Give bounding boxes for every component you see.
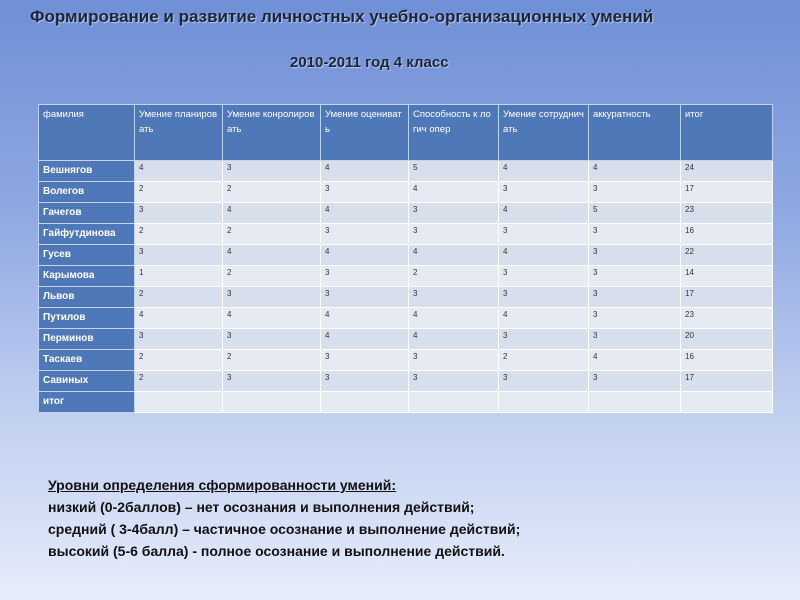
score-cell: 3 [409,224,499,245]
score-cell: 2 [499,350,589,371]
score-cell: 4 [409,329,499,350]
score-cell: 4 [499,203,589,224]
score-cell: 4 [321,308,409,329]
slide-subtitle: 2010-2011 год 4 класс [290,54,449,71]
score-cell: 4 [321,161,409,182]
total-cell: 23 [681,308,773,329]
score-cell: 3 [223,329,321,350]
score-cell: 3 [589,182,681,203]
column-header: Способность к логич опер [409,105,499,161]
score-cell: 3 [409,350,499,371]
score-cell: 3 [499,329,589,350]
table-header-row [39,105,773,161]
score-cell: 3 [499,266,589,287]
score-cell: 4 [409,308,499,329]
score-cell: 3 [589,266,681,287]
score-cell [223,392,321,413]
score-cell: 2 [409,266,499,287]
total-cell: 20 [681,329,773,350]
score-cell [321,392,409,413]
student-name-cell: Гачегов [39,203,135,224]
levels-heading: Уровни определения сформированности умений: [48,477,397,493]
total-cell: 14 [681,266,773,287]
student-name-cell: Волегов [39,182,135,203]
score-cell: 3 [321,287,409,308]
levels-legend [48,474,778,562]
score-cell: 3 [499,371,589,392]
score-cell: 4 [223,308,321,329]
table-row [39,308,773,329]
score-cell: 3 [223,287,321,308]
total-cell: 16 [681,350,773,371]
table-row [39,182,773,203]
column-header: Умение планировать [135,105,223,161]
score-cell: 2 [223,182,321,203]
score-cell: 4 [589,161,681,182]
table-row [39,203,773,224]
score-cell [499,392,589,413]
table-row [39,266,773,287]
table-row [39,245,773,266]
total-cell: 16 [681,224,773,245]
table-row [39,350,773,371]
table-row [39,287,773,308]
student-name-cell: Львов [39,287,135,308]
score-cell: 3 [409,203,499,224]
score-cell: 4 [409,182,499,203]
score-cell: 3 [223,161,321,182]
score-cell: 3 [589,245,681,266]
student-name-cell: Гусев [39,245,135,266]
student-name-cell: Перминов [39,329,135,350]
column-header: итог [681,105,773,161]
score-cell: 2 [223,266,321,287]
total-cell: 17 [681,287,773,308]
score-cell: 3 [321,266,409,287]
score-cell: 2 [223,224,321,245]
table-row [39,329,773,350]
score-cell: 4 [135,161,223,182]
score-cell: 3 [589,371,681,392]
total-cell: 17 [681,182,773,203]
level-medium: средний ( 3-4балл) – частичное осознание и выполнение действий; [48,521,521,537]
score-cell: 4 [321,245,409,266]
score-cell: 2 [135,182,223,203]
score-cell: 4 [321,329,409,350]
total-cell: 23 [681,203,773,224]
score-cell: 3 [409,287,499,308]
score-cell: 4 [589,350,681,371]
total-cell [681,392,773,413]
slide-title: Формирование и развитие личностных учебно-организационных умений [30,7,654,26]
total-cell: 22 [681,245,773,266]
student-name-cell: Вешнягов [39,161,135,182]
score-cell [409,392,499,413]
score-cell: 1 [135,266,223,287]
score-cell: 3 [135,203,223,224]
column-header: фамилия [39,105,135,161]
score-cell: 4 [409,245,499,266]
score-cell: 3 [499,182,589,203]
score-cell: 3 [589,287,681,308]
score-cell: 4 [135,308,223,329]
student-name-cell: Карымова [39,266,135,287]
score-cell: 3 [589,224,681,245]
table-row [39,371,773,392]
score-cell: 4 [499,308,589,329]
column-header: аккуратность [589,105,681,161]
score-cell: 3 [589,329,681,350]
skills-table [38,104,773,413]
column-header: Умение оценивать [321,105,409,161]
score-cell: 2 [135,350,223,371]
total-cell: 17 [681,371,773,392]
score-cell: 4 [223,203,321,224]
score-cell [135,392,223,413]
level-low: низкий (0-2баллов) – нет осознания и выполнения действий; [48,499,475,515]
score-cell: 2 [135,371,223,392]
student-name-cell: Таскаев [39,350,135,371]
table-row [39,161,773,182]
score-cell: 4 [321,203,409,224]
score-cell: 3 [321,371,409,392]
score-cell: 2 [223,350,321,371]
student-name-cell: Гайфутдинова [39,224,135,245]
level-high: высокий (5-6 балла) - полное осознание и выполнение действий. [48,543,505,559]
score-cell: 3 [589,308,681,329]
student-name-cell: Путилов [39,308,135,329]
score-cell: 4 [499,161,589,182]
score-cell: 3 [223,371,321,392]
table-row [39,224,773,245]
score-cell: 3 [135,329,223,350]
score-cell: 2 [135,287,223,308]
score-cell: 3 [499,224,589,245]
score-cell: 3 [409,371,499,392]
table-row [39,392,773,413]
column-header: Умение конролировать [223,105,321,161]
student-name-cell: Савиных [39,371,135,392]
score-cell: 3 [321,182,409,203]
column-header: Умение сотрудничать [499,105,589,161]
score-cell [589,392,681,413]
score-cell: 4 [499,245,589,266]
score-cell: 4 [223,245,321,266]
score-cell: 5 [409,161,499,182]
score-cell: 3 [321,224,409,245]
score-cell: 2 [135,224,223,245]
score-cell: 3 [135,245,223,266]
score-cell: 3 [321,350,409,371]
score-cell: 3 [499,287,589,308]
score-cell: 5 [589,203,681,224]
total-cell: 24 [681,161,773,182]
student-name-cell: итог [39,392,135,413]
